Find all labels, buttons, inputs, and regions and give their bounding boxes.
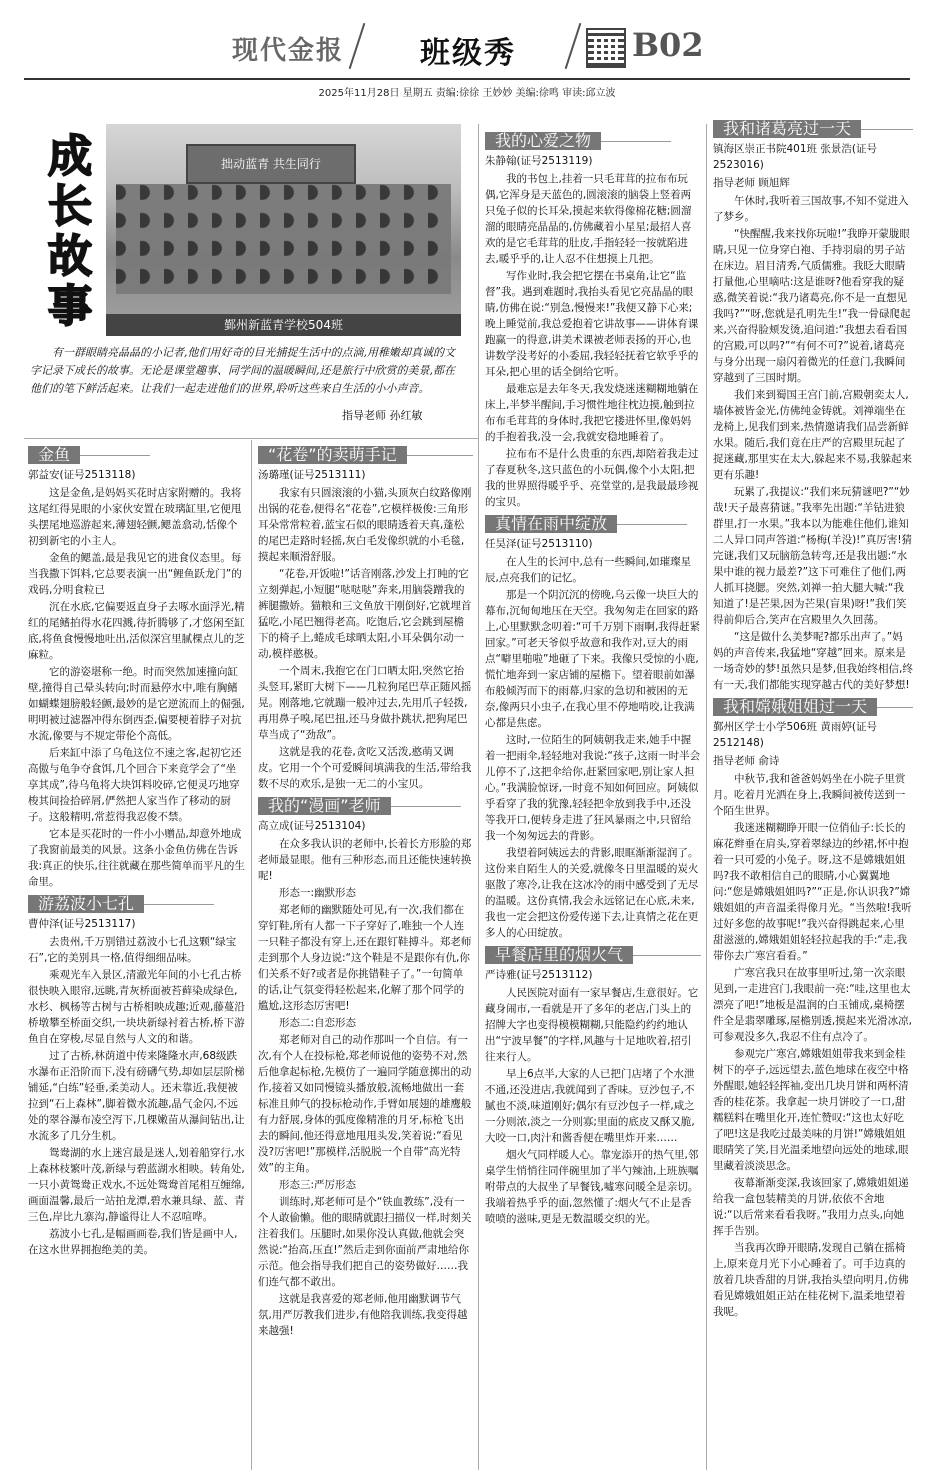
paragraph: 形态三:严厉形态	[279, 1179, 357, 1191]
column-divider	[251, 440, 252, 1470]
article-author: 严诗雅(证号2513112)	[485, 969, 593, 981]
paragraph: 我们来到蜀国王宫门前,宫殿朝奕太人,墙体被皆金光,仿佛纯金铸就。刘禅端坐在龙椅上,见我们到来,热情邀请我们品尝新鲜水果。随后,我们竟在庄严的宫殿里玩起了捉迷藏,那里实在太大,躲起来不易,我躲起来更有乐趣!	[713, 389, 913, 481]
article-author: 郭益安(证号2513118)	[28, 469, 136, 481]
paragraph: 郑老师的幽默随处可见,有一次,我们都在穿钉鞋,所有人都一下子穿好了,唯独一个人连一只鞋子都没有穿上,还在跟钉鞋搏斗。郑老师走到那个人身边说:“这个鞋是不是跟你有仇,你们关系不好?或者是你挑错鞋子了。”一句简单的话,让气氛变得轻松起来,化解了那个同学的尴尬,这形态厉害吧!	[258, 904, 472, 1012]
paragraph: 我家有只圆滚滚的小猫,头顶灰白纹路像刚出锅的花卷,便得名“花卷”,它模样极俊:三角形耳朵常常粒着,蓝宝石似的眼睛透着天真,蓬松的尾巴走路时轻摇,灰白毛发像织就的小毛毯,摸起来顺滑舒服。	[258, 487, 472, 563]
paragraph: 广寒宫我只在故事里听过,第一次亲眼见到,一走进宫门,我眼前一亮:“哇,这里也太漂亮了吧!”地板是温润的白玉铺成,桌椅摆件全是翡翠雕琢,屋檐别透,摸起来光滑冰凉,可参观没多久,我忍不住有点冷了。	[713, 967, 913, 1043]
paragraph: 中秋节,我和爸爸妈妈坐在小院子里赏月。吃着月光洒在身上,我瞬间被传送到一个陌生世界。	[713, 773, 906, 817]
paragraph: 烟火气同样暖人心。靠宠添开的热气里,邻桌学生悄悄往同伴碗里加了半勺辣油,上班族嘱咐带点的大叔坐了早餐钱,噓寒问暖全是亲切。我端着热乎乎的面,忽然懂了:烟火气不止是香喷喷的滋味,更是无数温暖交织的光。	[485, 1149, 699, 1225]
paragraph: 形态二:自恋形态	[279, 1017, 357, 1029]
paragraph: 夜幕渐渐变深,我该回家了,嫦娥姐姐递给我一盒包装精美的月饼,依依不舍地说:“以后常来看看我呀。”我用力点头,向她挥手告别。	[713, 1177, 909, 1237]
photo-banner: 拙动蓝青 共生同行	[186, 144, 356, 184]
paragraph: 那是一个阴沉沉的傍晚,乌云像一块巨大的幕布,沉甸甸地压在天空。我匆匆走在回家的路上,心里默默念叨着:“可千万别下雨啊,我得赶紧回家。”可老天爷似乎故意和我作对,豆大的雨点“噼里啪啦”地砸了下来。我像只受惊的小鹿,慌忙地奔到一家店铺的屋檐下。望着眼前如瀑布般倾泻而下的雨幕,归家的急切和被困的无奈,像两只小虫子,在我心里不停地啃咬,让我满心都是焦虑。	[485, 589, 701, 729]
paragraph: 早上6点半,大家的人已把门店堵了个水泄不通,还没进店,我就闻到了香味。豆沙包子,不腻也不淡,味道刚好;偶尔有豆沙包子一样,咸之一分则浓,淡之一分则寡;里面的底皮又酥又脆,大咬一口,肉汁和酱香便在嘴里炸开来……	[485, 1068, 695, 1144]
paragraph: 荔波小七孔,是幅画画卷,我们皆是画中人,在这水世界拥抱绝美的美。	[28, 1228, 238, 1256]
article-title-zhugeliang: 我和诸葛亮过一天	[713, 120, 861, 138]
paragraph: 它的游姿堪称一绝。时而突然加速撞向缸壁,撞得自己晕头转向;时而悬停水中,唯有胸鳍如蝴蝶翅膀般轻颤,最妙的是它逆流而上的倔强,明明被过滤器冲得东倒西歪,偏要梗着脖子对抗水流,像要与不规定带伦个高低。	[28, 666, 245, 742]
paragraph: 玩累了,我提议:“我们来玩猜谜吧?”“妙哉!天子最喜猜谜。”我率先出题:“羊钻进狼群里,打一水果。”我本以为能难住他们,谁知二人异口同声答道:“杨梅(羊没)!”真厉害!猜完谜,我们又玩脑筋急转弯,还是我出题:“水果中谁的视力最差?”这下可难住了他们,两人抓耳挠腮。突然,刘禅一拍大腿大喊:“我知道了!是芒果,因为芒果(盲果)呀!”我们笑得前仰后合,笑声在宫殿里久久回荡。	[713, 486, 913, 626]
paragraph: 拉布布不是什么贵重的东西,却陪着我走过了春夏秋冬,这只蓝色的小玩偶,像个小太阳,把我的世界照得暖乎乎、亮堂堂的,是我最最珍视的宝贝。	[485, 448, 699, 508]
article-title-manhua: 我的“漫画”老师	[258, 797, 391, 815]
article-title-yuzhong: 真情在雨中绽放	[485, 515, 617, 533]
class-photo	[106, 124, 461, 314]
paragraph: 金鱼的鳃盖,最是我见它的进食仪态里。每当我撒下饵料,它总要表演一出“鲤鱼跃龙门”的戏码,分明食粒已	[28, 552, 242, 596]
column-divider	[478, 124, 479, 1470]
paragraph: 这是金鱼,是妈妈买花时店家附赠的。我将这尾红得晃眼的小家伙安置在玻璃缸里,它便甩头摆尾地巡游起来,薄翅轻颤,鳃盖翕动,恬像个初到新宅的小主人。	[28, 487, 242, 547]
paragraph: 它本是买花时的一件小小赠品,却意外地成了我窗前最美的风景。这条小金鱼仿佛在告诉我:真正的快乐,往往就藏在那些简单而平凡的生命里。	[28, 828, 245, 888]
paragraph: 人民医院对面有一家早餐店,生意很好。它藏身闹市,一看就是开了多年的老店,门头上的招牌大字也变得模模糊糊,只能隐约约约地认出“宁波早餐”的字样,风趣与十足地吹着,招引往来行人。	[485, 987, 699, 1063]
article-author: 鄞州区学士小学506班 黄雨婷(证号2512148)	[713, 721, 877, 749]
paragraph: 当我再次睁开眼睛,发现自己躺在摇椅上,原来竟月光下小心睡着了。可手边真的放着几块香甜的月饼,我抬头望向明月,仿佛看见嫦娥姐姐正站在桂花树下,温柔地望着我呢。	[713, 1242, 909, 1318]
paragraph: 我迷迷糊糊睁开眼一位俏仙子:长长的麻花辫垂在肩头,穿着翠绿边的纱裙,怀中抱着一只可爱的小兔子。呀,这不是嫦娥姐姐吗?我不敢相信自己的眼睛,小心翼翼地问:“您是嫦娥姐姐吗?”“正是,你认识我?”嫦娥姐姐的声音温柔得像月光。“当然啦!我听过好多您的故事呢!”我兴奋得跳起来,心里甜滋滋的,嫦娥姐姐轻轻拉起我的手:“走,我带你去广寒宫看看。”	[713, 822, 912, 962]
section-rule	[24, 438, 478, 439]
paragraph: 最难忘是去年冬天,我发烧迷迷糊糊地躺在床上,半梦半醒间,手习惯性地往枕边摸,触到拉布布毛茸茸的身体时,我把它搂进怀里,像妈妈的手抱着我,没一会,我就安稳地睡着了。	[485, 383, 699, 443]
article-title-change: 我和嫦娥姐姐过一天	[713, 698, 877, 716]
header-rule	[24, 78, 910, 80]
feature-teacher: 指导老师 孙红敏	[342, 409, 423, 422]
article-author: 曹仲泽(证号2513117)	[28, 918, 136, 930]
paragraph: “这是做什么美梦呢?都乐出声了。”妈妈的声音传来,我猛地“穿越”回来。原来是一场奇妙的梦!虽然只是梦,但我始终相信,终有一天,我们都能实现穿越古代的美好梦想!	[713, 631, 913, 691]
column-1	[28, 442, 246, 1472]
column-3	[485, 128, 701, 1472]
qr-code-icon[interactable]	[586, 28, 626, 68]
paragraph: 写作业时,我会把它摆在书桌角,让它“监督”我。遇到难题时,我抬头看见它亮晶晶的眼睛,仿佛在说:“别急,慢慢来!”我便又静下心来;晚上睡觉前,我总爱抱着它讲故事——讲体育课跑赢一的得意,讲美术课被老师表扬的开心,也讲数学没考好的小委屈,我轻轻抚着它软乎乎的耳朵,把心里的话全倒给它听。	[485, 270, 699, 378]
newspaper-header	[0, 0, 934, 100]
column-4	[713, 116, 913, 1472]
paragraph: 午休时,我听着三国故事,不知不觉进入了梦乡。	[713, 195, 909, 223]
issue-meta: 2025年11月28日 星期五 责编:徐徐 王妙妙 美编:徐鸣 审读:邱立波	[318, 88, 616, 99]
paragraph: 在人生的长河中,总有一些瞬间,如璀璨星辰,点亮我们的记忆。	[485, 556, 692, 584]
article-author: 任昊泽(证号2513110)	[485, 538, 593, 550]
paragraph: 形态一:幽默形态	[279, 887, 357, 899]
article-title-maorong: 我的心爱之物	[485, 132, 601, 150]
article-author: 镇海区崇正书院401班 张景浩(证号2523016)	[713, 143, 877, 171]
page-number: B02	[632, 26, 704, 64]
paragraph: 后来缸中添了乌龟这位不速之客,起初它还高傲与龟争夺食饵,几个回合下来竟学会了“坐享其成”,待乌龟将大块饵料咬碎,它便灵巧地穿梭其间捡拾碎屑,俨然把人家当作了移动的厨子。这般精明,常惹得我忍俊不禁。	[28, 747, 242, 823]
article-author: 高立成(证号2513104)	[258, 820, 366, 832]
column-divider	[706, 124, 707, 1470]
paragraph: 乘观光车入景区,清澈光年间的小七孔古桥很快映入眼帘,远眺,青灰桥面被苔藓染成绿色,水杉、枫杨等古树与古桥相映成趣;近观,藤蔓沿桥墩攀至桥面交织,一块块新绿衬着古桥,桥下游鱼自在穿梭,尽显自然与人文的和谐。	[28, 969, 245, 1045]
paragraph: 这就是我喜爱的郑老师,他用幽默调节气氛,用严厉教我们进步,有他陪我训练,我变得越来越强!	[258, 1293, 468, 1337]
paragraph: 训练时,郑老师可是个“铁血教练”,没有一个人敢偷懒。他的眼睛就跟扫描仪一样,时刻关注着我们。压腿时,如果你没认真做,他就会突然说:“抬高,压直!”然后走到你面前严肃地给你示范。他会指导我们把自己的姿势做好……我们连气都不敢出。	[258, 1196, 472, 1288]
paragraph: 鸳鸯湖的水上迷宫最是迷人,划着船穿行,水上森林枝繁叶茂,新绿与碧蓝湖水相映。转角处,一只小黄鸳鸯正戏水,不远处鸳鸯首尾相互缠绵,画面温馨,最后一站拍龙潭,碧水兼具绿、蓝、青三色,岸比九寨沟,静谧得让人不忍喧哗。	[28, 1147, 245, 1223]
article-title-xiaoqikong: 游荔波小七孔	[28, 895, 144, 913]
paragraph: 一个周末,我抱它在门口晒太阳,突然它抬头竖耳,紧盯大树下——几粒狗尾巴草正随风摇晃。刚落地,它就蹦一般冲过去,先用爪子轻拨,再用鼻子嗅,尾巴扭,还马身做扑跳状,把狗尾巴草当成了“劲敌”。	[258, 665, 472, 741]
paragraph: 我望着阿姨远去的背影,眼眶渐渐湿润了。这份来自陌生人的关爱,就像冬日里温暖的炭火驱散了寒冷,让我在这冰冷的雨中感受到了无尽的温暖。这份真情,我会永远铭记在心底,未来,我也一定会把这份爱传递下去,让真情之花在更多人的心田绽放。	[485, 847, 699, 939]
article-teacher: 指导老师 顾旭辉	[713, 177, 790, 189]
article-title-goldfish: 金鱼	[28, 446, 80, 464]
paragraph: “快醒醒,我来找你玩啦!”我睁开蒙胧眼睛,只见一位身穿白袍、手持羽扇的男子站在床边。眉目清秀,气质儒雅。我眨大眼睛打量他,心里嘀咕:这是谁呀?他看穿我的疑惑,微笑着说:“我乃诸葛亮,你不是一直想见我吗?”“呀,您就是孔明先生!”我一骨碌爬起来,兴奋得脸颊发烫,追问道:“我想去看看国的宫殿,可以吗?”“有何不可?”说着,诸葛亮与身分出现一扇闪着微光的任意门,我瞬间穿越到了三国时期。	[713, 228, 911, 384]
paragraph: 郑老师对自己的动作那叫一个自信。有一次,有个人在投标枪,郑老师说他的姿势不对,然后他拿起标枪,先模仿了一遍同学随意掷出的动作,接着又如同慢镜头播放般,流畅地做出一套标准且帅气的投标枪动作,手臂如展翅的雄鹰般有力舒展,身体的弧度像精准的月牙,标枪飞出去的瞬间,他还得意地甩甩头发,笑着说:“看见没?厉害吧!”那模样,活脱脱一个自带“高光特效”的主角。	[258, 1034, 472, 1174]
header-divider	[349, 23, 366, 69]
article-title-huajuan: “花卷”的卖萌手记	[258, 446, 407, 464]
paragraph: 去贵州,千万别错过荔波小七孔这颗“绿宝石”,它的美别具一格,值得细细品味。	[28, 936, 237, 964]
paragraph: 参观完广寒宫,嫦娥姐姐带我来到金桂树下的亭子,远远望去,蓝色地球在夜空中格外醒眼,她轻轻挥袖,变出几块月饼和两杯清香的桂花茶。我拿起一块月饼咬了一口,甜糯糕料在嘴里化开,连忙赞叹:“这也太好吃了吧!这是我吃过最美味的月饼!”嫦娥姐姐眼睛笑了笑,目光温柔地望向远处的地球,眼里藏着淡淡思念。	[713, 1048, 909, 1172]
paragraph: 这就是我的花卷,贪吃又活泼,憨萌又调皮。它用一个个可爱瞬间填满我的生活,带给我数不尽的欢乐,是独一无二的小宝贝。	[258, 746, 472, 790]
paragraph: “花卷,开饭啦!”话音刚落,沙发上打盹的它立刻弹起,小短腿“哒哒哒”奔来,用脑袋蹭我的裤腿撒娇。猫粮和三文鱼放干刚倒好,它就埋首猛吃,小尾巴翘得老高。吃饱后,它会跳到屋檐下的椅子上,蜷成毛球晒太阳,小耳朵偶尔动一动,模样憨极。	[258, 568, 472, 660]
column-2	[258, 442, 473, 1472]
newspaper-brand: 现代金报	[232, 36, 345, 66]
paragraph: 我的书包上,挂着一只毛茸茸的拉布布玩偶,它浑身是天蓝色的,圆滚滚的脑袋上竖着两只兔子似的长耳朵,摸起来软得像棉花糖;圆溜溜的眼睛亮晶晶的,仿佛藏着小星星;最招人喜欢的是它毛茸茸的肚皮,手指轻轻一按就陷进去,暖乎乎的,让人忍不住想摸上几把。	[485, 173, 692, 265]
article-teacher: 指导老师 俞诗	[713, 755, 780, 767]
photo-caption: 鄞州新蓝青学校504班	[106, 314, 461, 336]
paragraph: 在众多我认识的老师中,长着长方形脸的郑老师最显眼。他有三种形态,而且还能快速转换呢!	[258, 838, 472, 882]
article-title-zaocan: 早餐店里的烟火气	[485, 946, 633, 964]
paragraph: 沉在水底,它偏要返直身子去啄水面浮光,精红的尾鳍拍得水花四溅,待折腾够了,才悠闲至缸底,将鱼食慢慢地吐出,活似深宫里腻棵点儿的芝麻粒。	[28, 601, 245, 661]
feature-intro: 有一群眼睛亮晶晶的小记者,他们用好奇的目光捕捉生活中的点滴,用稚嫩却真诚的文字记录下成长的故事。无论是课堂趣事、同学间的温暖瞬间,还是旅行中欣赏的美景,都在他们的笔下鲜活起来。让我们一起走进他们的世界,聆听这些来自生活的小小声音。	[30, 346, 455, 395]
header-divider	[565, 23, 582, 69]
paragraph: 这时,一位陌生的阿姨朝我走来,她手中握着一把雨伞,轻轻地对我说:“孩子,这雨一时半会儿停不了,这把伞给你,赶紧回家吧,别让家人担心。”我满脸惊讶,一时竟不知如何回应。阿姨似乎看穿了我的犹豫,轻轻把伞放到我手中,还没等我开口,便转身走进了狂风暴雨之中,只留给我一个匆匆远去的背影。	[485, 734, 701, 842]
students-group	[116, 184, 451, 294]
article-author: 朱静翰(证号2513119)	[485, 155, 593, 167]
section-title: 班级秀	[420, 36, 516, 71]
paragraph: 过了古桥,林荫道中传来隆隆水声,68级跌水瀑布正沿阶而下,没有磅礴气势,却如层层阶梯铺延,“白练”轻垂,柔美动人。还未靠近,我便被拉到“石上森林”,脚着微水流趣,晶气金闪,不远处的翠谷瀑布凌空泻下,几棵嫩苗从瀑间钻出,让水流多了几分生机。	[28, 1050, 245, 1142]
feature-title: 成 长 故 事	[48, 131, 92, 332]
article-author: 汤璐瑾(证号2513111)	[258, 469, 366, 481]
